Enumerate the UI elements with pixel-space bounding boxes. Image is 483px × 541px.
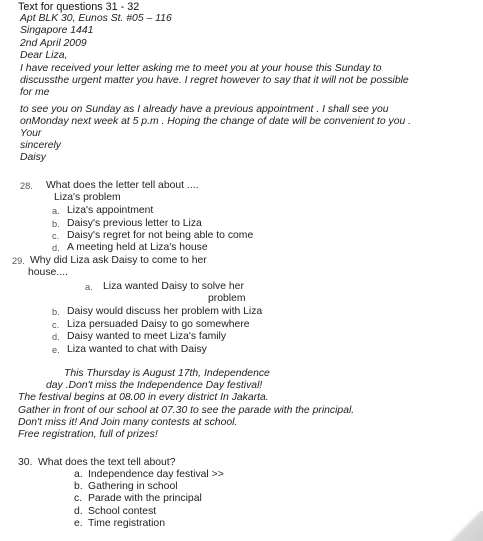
q29-option-b: Daisy would discuss her problem with Liza: [67, 306, 263, 317]
letter-closing-sincerely: sincerely: [20, 140, 61, 151]
q29-option-c-letter: c.: [52, 320, 60, 330]
q30-option-b-letter: b.: [74, 481, 83, 492]
letter-address-line1: Apt BLK 30, Eunos St. #05 – 116: [20, 13, 172, 24]
q28-option-a-letter: a.: [52, 206, 60, 216]
q29-number: 29.: [12, 256, 25, 266]
letter-body1-line1: I have received your letter asking me to meet you at your house this Sunday to: [20, 63, 382, 74]
announcement-line4: Gather in front of our school at 07.30 to see the parade with the principal.: [18, 405, 355, 416]
letter-date: 2nd April 2009: [20, 38, 87, 49]
announcement-line6: Free registration, full of prizes!: [18, 429, 158, 440]
q29-option-a-cont: problem: [208, 293, 246, 304]
letter-body1-line3: for me: [20, 87, 50, 98]
q28-option-d: A meeting held at Liza's house: [67, 242, 208, 253]
page-corner-shadow: [449, 511, 483, 541]
q29-option-d: Daisy wanted to meet Liza's family: [67, 331, 227, 342]
q29-question-cont: house....: [28, 267, 68, 278]
letter-closing-your: Your: [20, 128, 42, 139]
q30-option-a-letter: a.: [74, 469, 83, 480]
q29-option-e-letter: e.: [52, 345, 60, 355]
q29-question: Why did Liza ask Daisy to come to her: [30, 255, 207, 266]
q28-number: 28.: [20, 181, 33, 191]
q28-question-cont: Liza's problem: [54, 192, 121, 203]
q28-option-d-letter: d.: [52, 243, 60, 253]
q28-option-a: Liza's appointment: [67, 205, 154, 216]
q29-option-d-letter: d.: [52, 332, 60, 342]
q30-option-d: School contest: [88, 506, 157, 517]
q29-option-c: Liza persuaded Daisy to go somewhere: [67, 319, 250, 330]
q29-option-e: Liza wanted to chat with Daisy: [67, 344, 207, 355]
q29-option-b-letter: b.: [52, 307, 60, 317]
q28-question: What does the letter tell about ....: [46, 180, 199, 191]
q30-question: What does the text tell about?: [38, 457, 176, 468]
announcement-line5: Don't miss it! And Join many contests at school.: [18, 417, 238, 428]
q30-option-a: Independence day festival >>: [88, 469, 224, 480]
q29-option-a: Liza wanted Daisy to solve her: [103, 281, 244, 292]
section-heading: Text for questions 31 - 32: [18, 1, 140, 13]
letter-body1-line2: discussthe urgent matter you have. I regret however to say that it will not be possible: [20, 75, 409, 86]
letter-body2-line2: onMonday next week at 5 p.m . Hoping the change of date will be convenient to you .: [20, 116, 412, 127]
letter-signature: Daisy: [20, 152, 46, 163]
q28-option-b-letter: b.: [52, 219, 60, 229]
q30-option-b: Gathering in school: [88, 481, 178, 492]
letter-body2-line1: to see you on Sunday as I already have a previous appointment . I shall see you: [20, 104, 389, 115]
announcement-line3: The festival begins at 08.00 in every district In Jakarta.: [18, 392, 269, 403]
q28-option-c-letter: c.: [52, 231, 60, 241]
q30-option-c-letter: c.: [74, 493, 83, 504]
q28-option-b: Daisy's previous letter to Liza: [67, 218, 202, 229]
announcement-line2: day .Don't miss the Independence Day festival!: [46, 380, 263, 391]
q30-option-e: Time registration: [88, 518, 165, 529]
q30-option-d-letter: d.: [74, 506, 83, 517]
q30-number: 30.: [18, 457, 33, 468]
q30-option-e-letter: e.: [74, 518, 83, 529]
letter-greeting: Dear Liza,: [20, 50, 68, 61]
q29-option-a-letter: a.: [85, 282, 93, 292]
announcement-line1: This Thursday is August 17th, Independence: [64, 368, 270, 379]
letter-address-line2: Singapore 1441: [20, 25, 94, 36]
q30-option-c: Parade with the principal: [88, 493, 202, 504]
q28-option-c: Daisy's regret for not being able to come: [67, 230, 254, 241]
